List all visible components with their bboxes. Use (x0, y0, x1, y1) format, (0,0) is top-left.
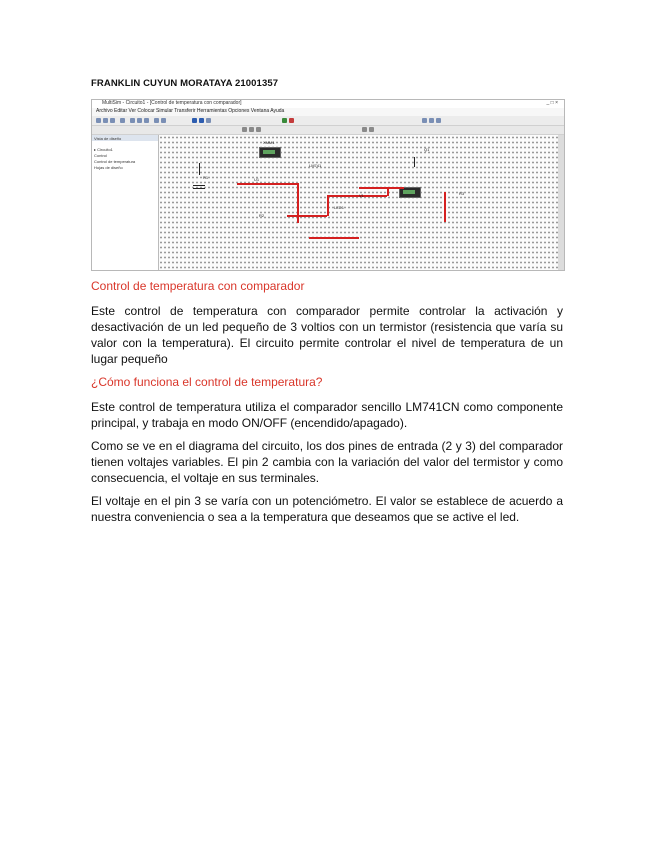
circuit-wire (444, 192, 446, 222)
circuit-wire (359, 187, 404, 189)
toolbar-diode-icon (256, 127, 261, 132)
circuit-wire (297, 183, 299, 223)
toolbar-component-icon (192, 118, 197, 123)
circuit-wire (287, 215, 327, 217)
circuit-wire (237, 183, 297, 185)
design-tree-item: ▸ Circuito1 (94, 147, 113, 152)
paragraph: El voltaje en el pin 3 se varía con un potenciómetro. El valor se establece de acuerdo a nuestra conveniencia o sea a la temperatura que deseamos que se active el led. (91, 494, 563, 524)
toolbar-redo-icon (161, 118, 166, 123)
screenshot-window-title: MultiSim - Circuito1 - [Control de temperatura con comparador] (102, 100, 242, 106)
circuit-wire (199, 163, 200, 175)
toolbar-paste-icon (144, 118, 149, 123)
toolbar-print-icon (120, 118, 125, 123)
screenshot-window-controls: _ □ × (546, 100, 558, 106)
circuit-screenshot (91, 99, 565, 271)
circuit-wire (309, 237, 359, 239)
design-toolbox-header (92, 135, 158, 141)
component-label: R3 (459, 191, 465, 196)
component-label: V1 (359, 193, 364, 198)
paragraph: Este control de temperatura utiliza el comparador sencillo LM741CN como componente principal, y trabaja en modo ON/OFF (encendido/apagado). (91, 400, 563, 430)
toolbar-grid-icon (422, 118, 427, 123)
paragraph: Como se ve en el diagrama del circuito, los dos pines de entrada (2 y 3) del comparador tienen voltajes variables. El pin 2 cambia con la variación del valor del termistor y como consecuencia, el voltaje en sus terminales. (91, 439, 563, 485)
toolbar-analog-icon (362, 127, 367, 132)
toolbar-zoom-icon (206, 118, 211, 123)
toolbar-stop-icon (289, 118, 294, 123)
toolbar-instrument-icon (429, 118, 434, 123)
toolbar-ttl-icon (369, 127, 374, 132)
design-tree-item: Control de temperatura (94, 159, 136, 164)
component-label: R1 (203, 175, 209, 180)
toolbar-new-icon (96, 118, 101, 123)
screenshot-toolbar-secondary (92, 126, 564, 135)
circuit-wire (327, 195, 329, 216)
multimeter-icon (399, 187, 421, 198)
design-toolbox-title: Vista de diseño (94, 136, 122, 141)
paragraph: Este control de temperatura con comparador permite controlar la activación y desactivación de un led pequeño de 3 voltios con un termistor (resistencia que varía su valor con la temperatura). El circuito permite controlar el nivel de temperatura de un lugar pequeño (91, 304, 563, 366)
component-label: XMM1 (263, 140, 275, 145)
section-heading-control: Control de temperatura con comparador (91, 279, 305, 293)
multimeter-icon (259, 147, 281, 158)
toolbar-open-icon (103, 118, 108, 123)
screenshot-design-toolbox (92, 135, 159, 270)
component-label: LED1 (334, 205, 345, 210)
toolbar-probe-icon (436, 118, 441, 123)
circuit-wire (414, 157, 415, 167)
author-line: FRANKLIN CUYUN MORATAYA 21001357 (91, 78, 279, 89)
screenshot-toolbar (92, 116, 564, 126)
component-label: U1 (254, 177, 260, 182)
toolbar-wire-icon (199, 118, 204, 123)
design-tree-item: Control (94, 153, 107, 158)
screenshot-menubar (92, 108, 564, 116)
toolbar-copy-icon (137, 118, 142, 123)
toolbar-run-icon (282, 118, 287, 123)
circuit-wire (193, 188, 205, 189)
toolbar-cut-icon (130, 118, 135, 123)
screenshot-titlebar (92, 100, 564, 108)
design-tree-item: Hojas de diseño (94, 165, 123, 170)
toolbar-save-icon (110, 118, 115, 123)
component-label: Q1 (424, 147, 430, 152)
component-label: LM741 (309, 163, 322, 168)
component-label: R2 (259, 213, 265, 218)
toolbar-undo-icon (154, 118, 159, 123)
screenshot-menu: Archivo Editar Ver Colocar Simular Transferir Herramientas Opciones Ventana Ayuda (96, 108, 285, 114)
circuit-wire (327, 195, 387, 197)
circuit-wire (193, 185, 205, 186)
section-heading-how-it-works: ¿Cómo funciona el control de temperatura? (91, 375, 323, 389)
toolbar-source-icon (242, 127, 247, 132)
toolbar-basic-icon (249, 127, 254, 132)
circuit-canvas (159, 135, 558, 270)
canvas-scrollbar (558, 135, 564, 270)
